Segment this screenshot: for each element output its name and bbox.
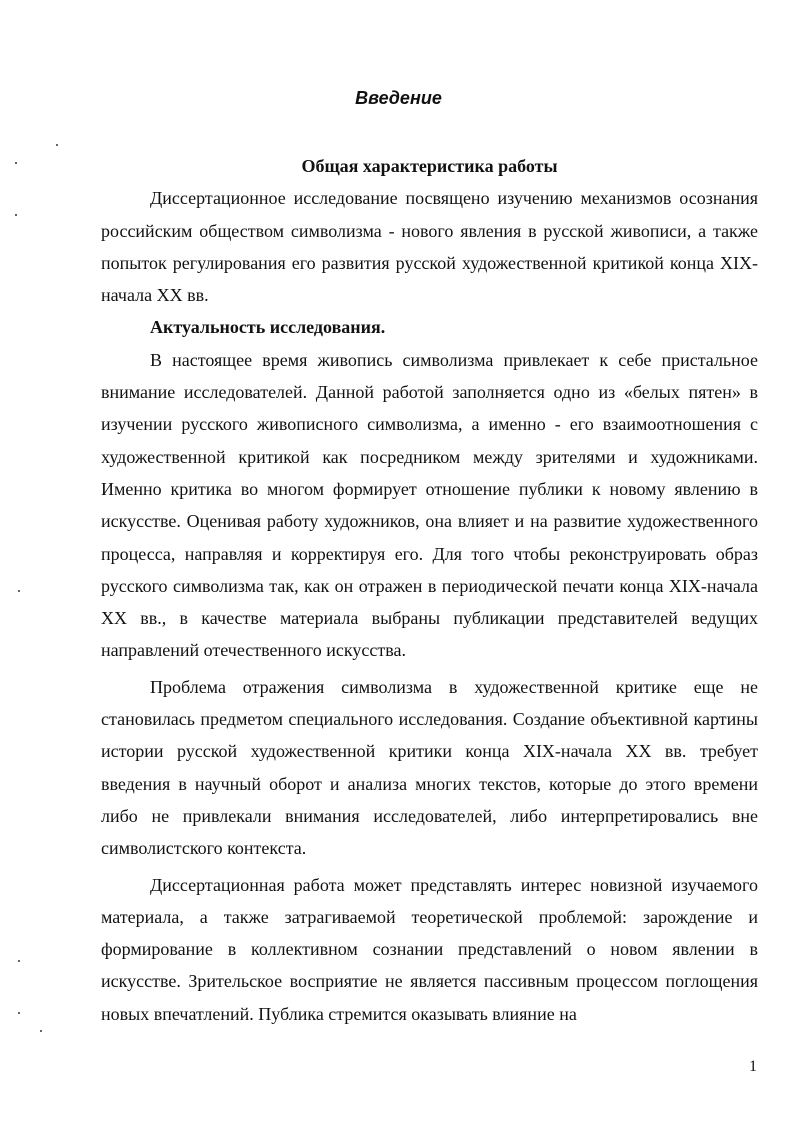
scan-speck [15,214,17,216]
scan-speck [18,1012,20,1014]
paragraph-relevance: В настоящее время живопись символизма привлекает к себе пристальное внимание исследователей. Данной работой заполняется одно из «белых пятен» в изучении русского живописного символизма, а именно - его взаимоотношения с художественной критикой как посредником между зрителями и художниками. Именно критика во многом формирует отношение публики к новому явлению в искусстве. Оценивая работу художников, она влияет и на развитие художественного процесса, направляя и корректируя его. Для того чтобы реконструировать образ русского символизма так, как он отражен в периодической печати конца XIX-начала XX вв., в качестве материала выбраны публикации представителей ведущих направлений отечественного искусства. [101,349,758,661]
scan-speck [15,162,17,164]
scan-speck [56,144,58,146]
scan-speck [18,590,20,592]
paragraph-problem: Проблема отражения символизма в художественной критике еще не становилась предметом специального исследования. Создание объективной картины истории русской художественной критики конца XIX-начала XX вв. требует введения в научный оборот и анализа многих текстов, которые до этого времени либо не привлекали внимания исследователей, либо интерпретировались вне символистского контекста. [101,676,758,859]
scan-speck [40,1030,42,1032]
page-number: 1 [749,1058,757,1075]
body-text [101,150,758,1030]
paragraph-novelty: Диссертационная работа может представлять интерес новизной изучаемого материала, а также затрагиваемой теоретической проблемой: зарождение и формирование в коллективном сознании представлений о новом явлении в искусстве. Зрительское восприятие не является пассивным процессом поглощения новых впечатлений. Публика стремится оказывать влияние на [101,874,758,1024]
scan-speck [18,960,20,962]
relevance-heading: Актуальность исследования. [150,317,386,338]
page-title: Введение [355,88,442,108]
paragraph-intro: Диссертационное исследование посвящено изучению механизмов осознания российским обществом символизма - нового явления в русской живописи, а также попыток регулирования его развития русской художественной критикой конца XIX- начала XX вв. [101,188,758,306]
section-heading: Общая характеристика работы [301,156,558,176]
